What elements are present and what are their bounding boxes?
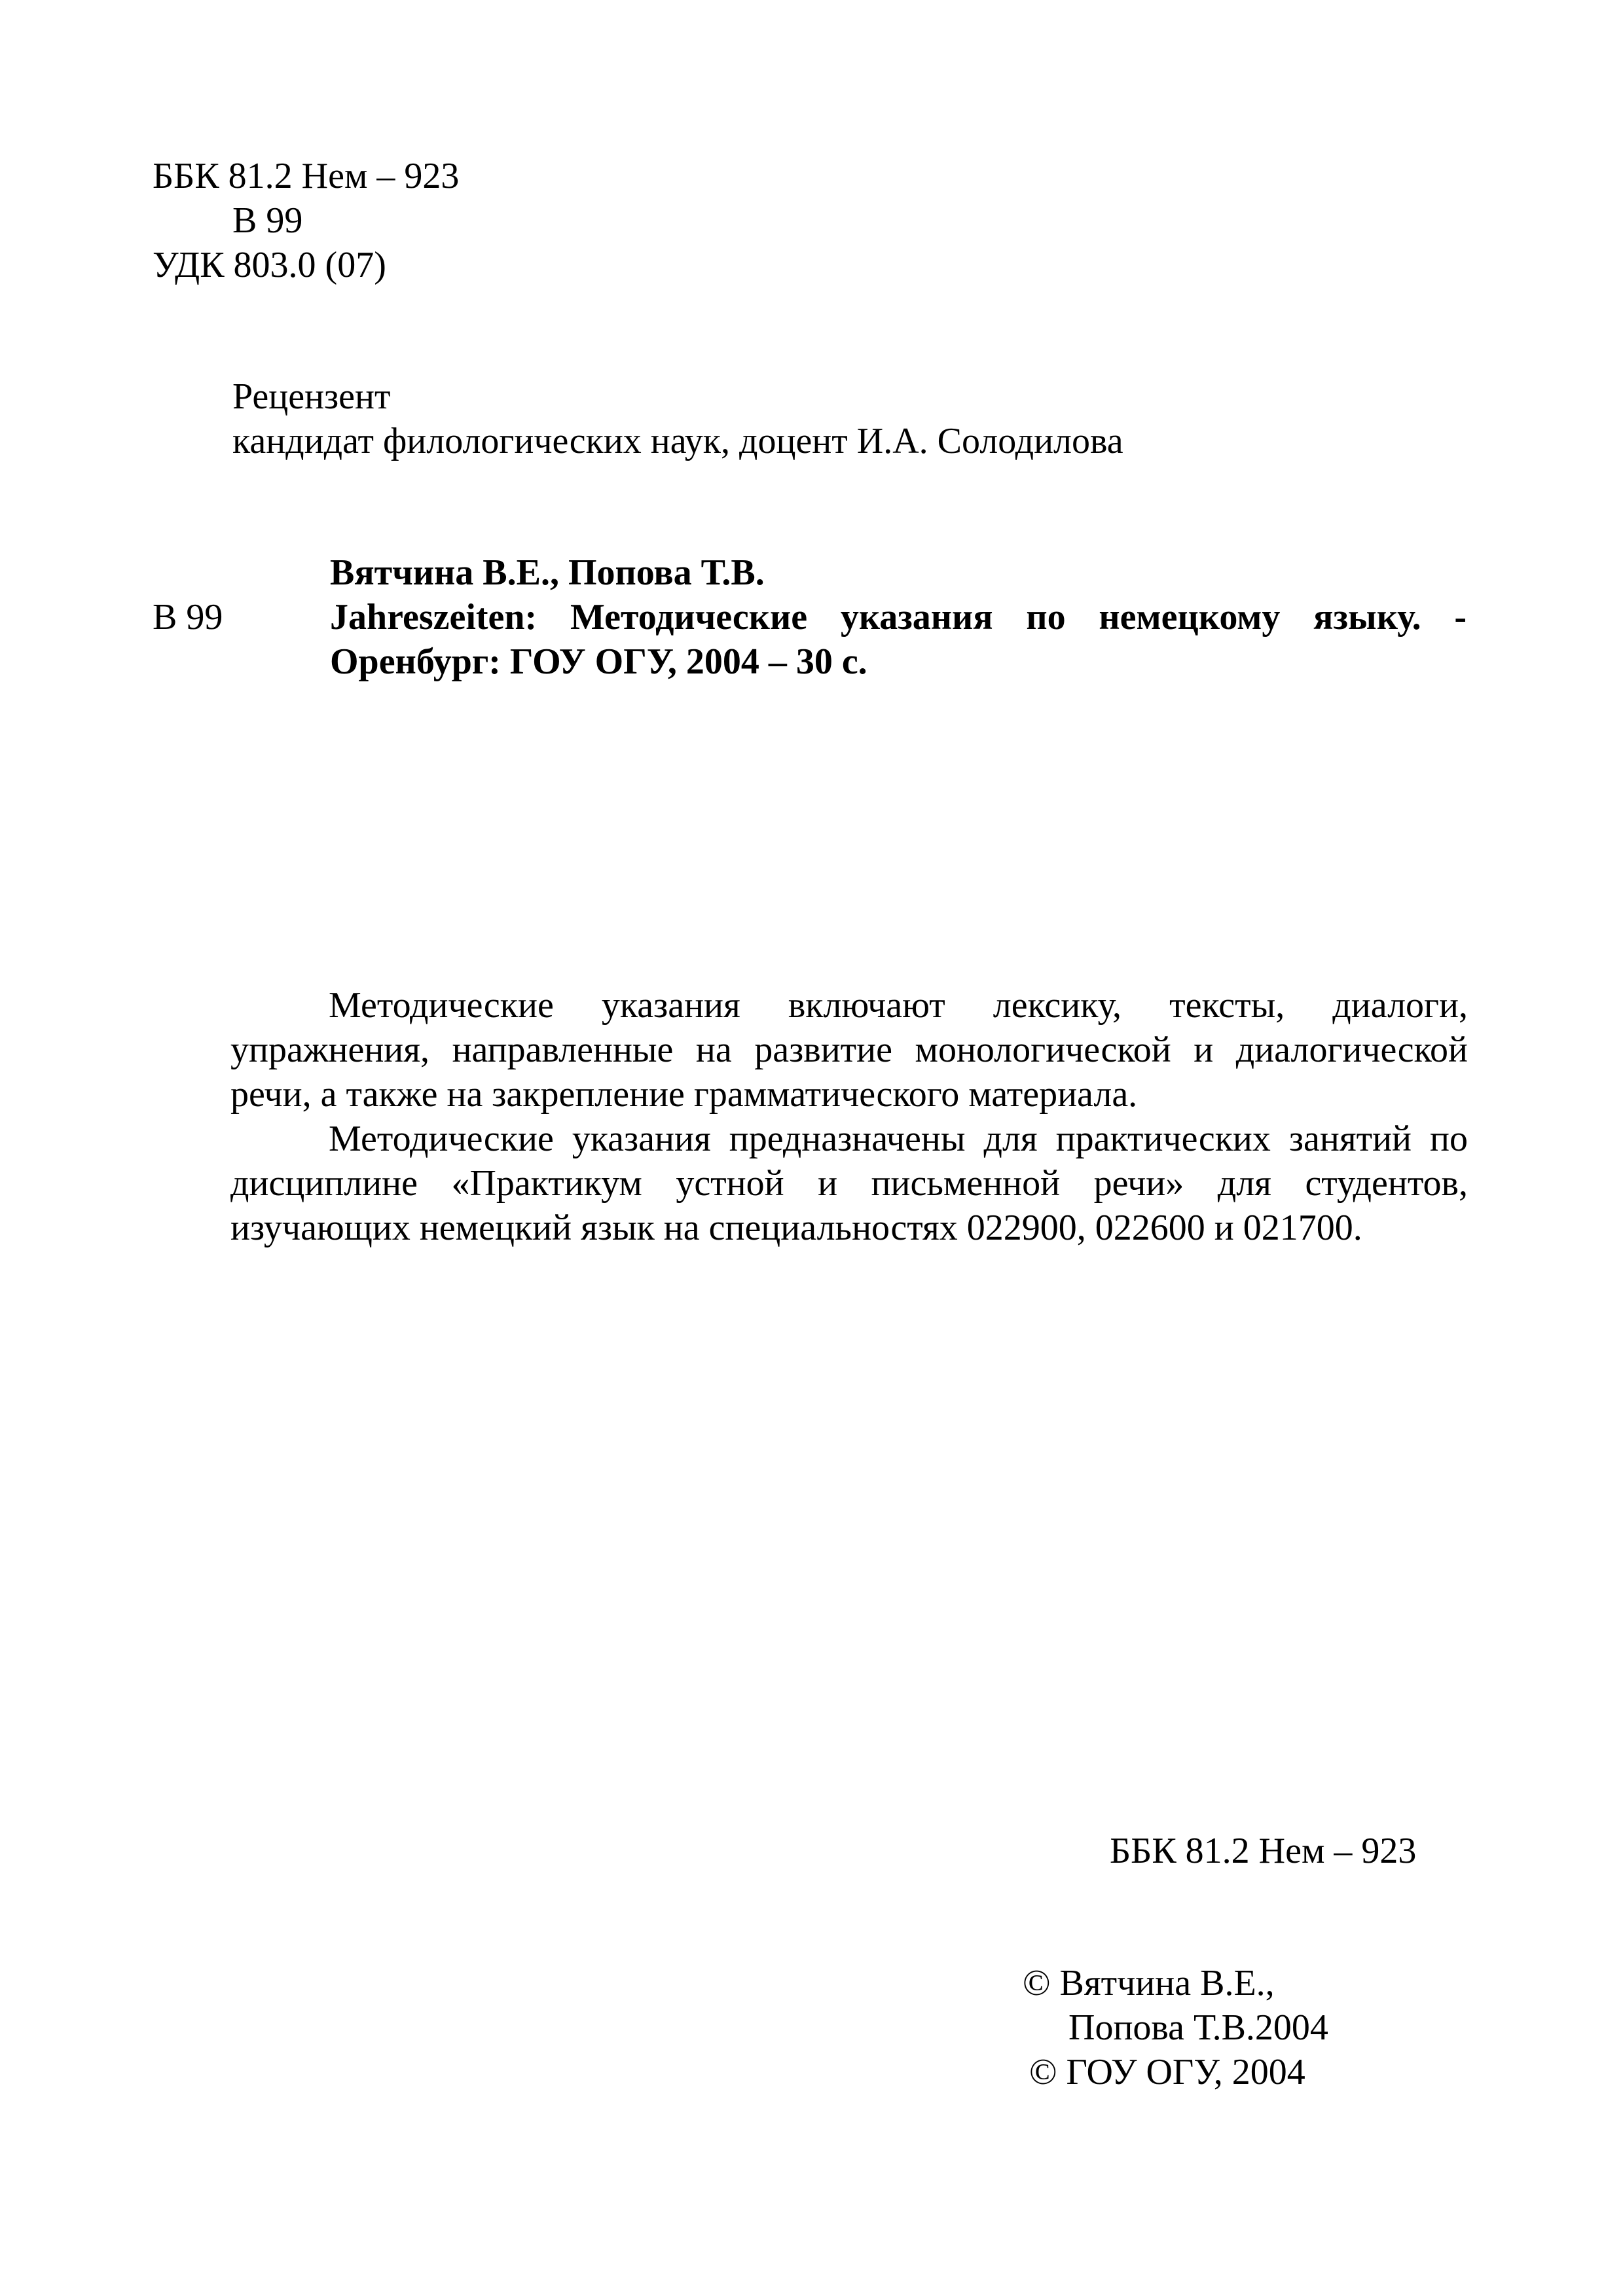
bibliography-imprint: Оренбург: ГОУ ОГУ, 2004 – 30 с. <box>330 641 867 682</box>
annotation-line: Методические указания включают лексику, тексты, диалоги, <box>329 985 1468 1026</box>
annotation-line: упражнения, направленные на развитие монологической и диалогической <box>230 1030 1468 1070</box>
bbk-classification-bottom: ББК 81.2 Нем – 923 <box>1110 1831 1417 1871</box>
copyright-organization: © ГОУ ОГУ, 2004 <box>1029 2052 1305 2092</box>
annotation-line: Методические указания предназначены для практических занятий по <box>329 1119 1468 1159</box>
bibliography-code: В 99 <box>153 597 223 637</box>
copyright-authors: © Вятчина В.Е., <box>1023 1963 1275 2003</box>
bbk-classification: ББК 81.2 Нем – 923 <box>153 156 460 196</box>
author-code: В 99 <box>232 200 303 241</box>
copyright-authors-continued: Попова Т.В.2004 <box>1068 2007 1328 2048</box>
annotation-line: изучающих немецкий язык на специальностях 022900, 022600 и 021700. <box>230 1208 1362 1248</box>
annotation-paragraph-1 <box>230 983 1468 1117</box>
bibliography-title: Jahreszeiten: Методические указания по немецкому языку. - <box>330 597 1467 637</box>
annotation-line: дисциплине «Практикум устной и письменной речи» для студентов, <box>230 1163 1468 1204</box>
reviewer-detail: кандидат филологических наук, доцент И.А. Солодилова <box>232 421 1123 461</box>
reviewer-heading: Рецензент <box>232 376 391 417</box>
bibliography-authors: Вятчина В.Е., Попова Т.В. <box>330 552 765 593</box>
annotation-paragraph-2 <box>230 1117 1468 1250</box>
udk-classification: УДК 803.0 (07) <box>153 245 386 285</box>
annotation-line: речи, а также на закрепление грамматического материала. <box>230 1074 1138 1115</box>
